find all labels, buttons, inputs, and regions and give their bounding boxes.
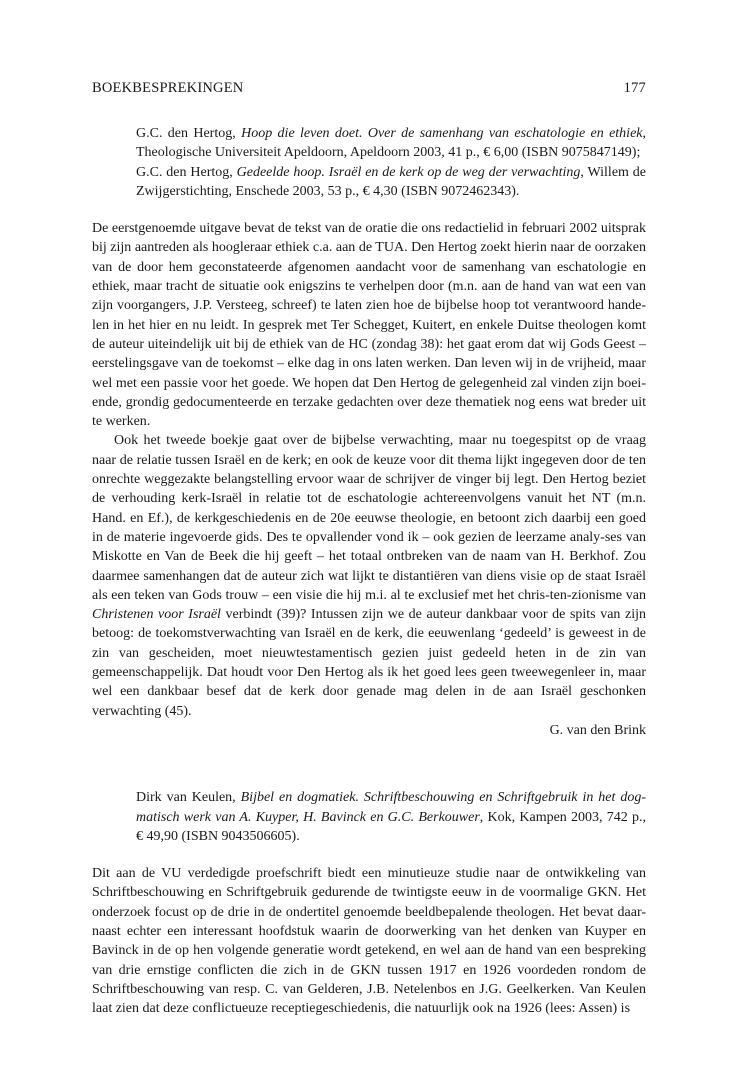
ref-author: G.C. den Hertog, xyxy=(136,164,237,180)
ref-author: Dirk van Keulen, xyxy=(136,790,241,806)
page-body xyxy=(92,124,646,1018)
running-header xyxy=(92,80,646,100)
ref-title: Bijbel en dogmatiek. Schriftbeschouwing en Schriftgebruik in het dog-matisch werk van A. Kuyper, H. Bavinck en G.C. Berkouwer xyxy=(136,790,646,825)
book-reference-2 xyxy=(136,788,646,846)
ref-details: , Theologische Universiteit Apeldoorn, Apeldoorn 2003, 41 p., € 6,00 (ISBN 9075847149); xyxy=(136,126,646,161)
ref-title: Gedeelde hoop. Israël en de kerk op de weg der verwachting xyxy=(236,164,581,180)
reviewer-signature: G. van den Brink xyxy=(549,722,646,738)
page-number: 177 xyxy=(623,80,646,96)
italic-title: Christenen voor Israël xyxy=(92,607,221,623)
review-paragraph: Ook het tweede boekje gaat over de bijbelse verwachting, maar nu toegespitst op de vraag naar de relatie tussen Israël en de kerk; en ook de keuze voor dit thema lijkt ingegeven door de ten onrechte weggezakte belangstelling ervoor waar de schrijver de vinger bij legt. Den Hertog beziet de verhouding kerk-Israël in relatie tot de eschatologie achtereenvolgens vanuit het NT (m.n. Hand. en Ef.), de kerkgeschiedenis en de 20e eeuwse theologie, en betoont zich daarbij een goed in de materie ingevoerde gids. Des te opvallender vond ik – ook gezien de leerzame analy-ses van Miskotte en Van de Beek die hij geeft – het totaal ontbreken van de naam van H. Berkhof. Zou daarmee samenhangen dat de auteur zich wat lijkt te distantiëren van diens visie op de staat Israël als een teken van Gods trouw – een visie die hij m.i. al te exclusief met het chris-ten-zionisme van Christenen voor Israël verbindt (39)? Intussen zijn we de auteur dankbaar voor de spits van zijn betoog: de toekomstverwachting van Israël en de kerk, die eeuwenlang ‘gedeeld’ is geweest in de zin van gescheiden, moet nieuwtestamentisch gezien juist gedeeld heten in de zin van gemeenschappelijk. Dat houdt voor Den Hertog als ik het goed lees geen tweewegenleer in, maar wel een dankbaar besef dat de kerk door genade mag delen in de aan Israël geschonken verwachting (45). xyxy=(92,433,647,719)
review-paragraph: Dit aan de VU verdedigde proefschrift biedt een minutieuze studie naar de ontwikkeling van Schriftbeschouwing en Schriftgebruik gedurende de twintigste eeuw in de voormalige GKN. Het onderzoek focust op de drie in de ondertitel genoemde beeldbepalende theologen. Het bevat daar-naast echter een interessant hoofdstuk waarin de doorwerking van het denken van Kuyper en Bavinck in de op hen volgende generatie wordt getekend, en wel aan de hand van een bespreking van drie ernstige conflicten die zich in de GKN tussen 1917 en 1926 voordeden rondom de Schriftbeschouwing van resp. C. van Gelderen, J.B. Netelenbos en J.G. Geelkerken. Van Keulen laat zien dat deze conflictueuze receptiegeschiedenis, die natuurlijk ook na 1926 (lees: Assen) is xyxy=(92,866,646,1017)
section-title: BOEKBESPREKINGEN xyxy=(92,80,244,96)
ref-details: , Kok, Kampen 2003, 742 p., € 49,90 (ISBN 9043506605). xyxy=(136,809,646,844)
ref-details: , Willem de Zwijgerstichting, Enschede 2003, 53 p., € 4,30 (ISBN 9072462343). xyxy=(136,164,646,199)
review-paragraph: De eerstgenoemde uitgave bevat de tekst van de oratie die ons redactielid in februari 2002 uitsprak bij zijn aantreden als hoogleraar ethiek c.a. aan de TUA. Den Hertog zoekt hierin naar de oorzaken van de door hem geconstateerde afgenomen aandacht voor de samenhang van eschatologie en ethiek, maar tracht de situatie ook enigszins te verhelpen door (m.n. aan de hand van wat een van zijn voorgangers, J.P. Versteeg, schreef) te laten zien hoe de bijbelse hoop tot verantwoord hande-len in het hier en nu leidt. In gesprek met Ter Schegget, Kuitert, en enkele Duitse theologen komt de auteur uiteindelijk uit bij de ethiek van de HC (zondag 38): het gaat erom dat wij Gods Geest – eerstelingsgave van de toekomst – elke dag in ons laten werken. Dan leven wij in de vrijheid, maar wel met een passie voor het goede. We hopen dat Den Hertog de gelegenheid zal vinden zijn boei-ende, grondig gedocumenteerde en terzake gedachten over deze thematiek nog eens wat breder uit te werken. xyxy=(92,221,646,430)
ref-title: Hoop die leven doet. Over de samenhang van eschatologie en ethiek xyxy=(241,126,643,141)
book-reference-1 xyxy=(136,124,646,201)
ref-author: G.C. den Hertog, xyxy=(136,126,242,141)
